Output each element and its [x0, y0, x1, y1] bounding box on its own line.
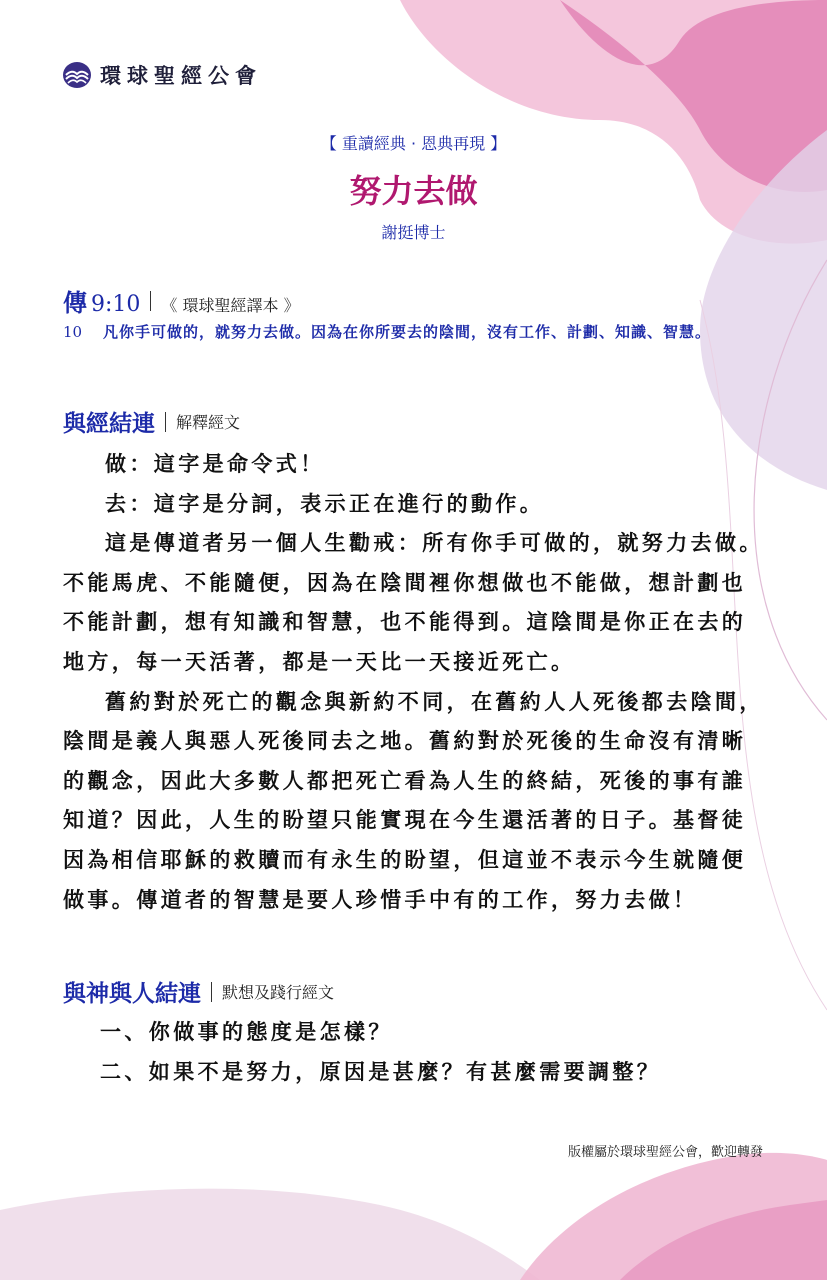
- divider: [211, 982, 212, 1002]
- section-title: 與經結連: [63, 410, 155, 437]
- verse: [63, 318, 763, 346]
- book-name: 傳: [63, 288, 87, 317]
- chapter-verse: 9:10: [91, 292, 141, 317]
- article-title: 努力去做: [349, 172, 478, 210]
- reflection-question: 一、你做事的態度是怎樣？: [100, 1020, 393, 1044]
- section-subtitle: 解釋經文: [176, 413, 241, 432]
- author: 謝挺博士: [381, 223, 446, 242]
- divider: [150, 291, 151, 311]
- divider: [165, 412, 166, 432]
- section-heading-explain: [63, 405, 240, 438]
- commentary: [63, 445, 765, 920]
- org-logo: [62, 60, 262, 90]
- paragraph: 去：這字是分詞，表示正在進行的動作。: [105, 491, 545, 516]
- verse-text: 凡你手可做的，就努力去做。因為在你所要去的陰間，沒有工作、計劃、知識、智慧。: [103, 323, 712, 341]
- scripture-reference: [63, 283, 300, 318]
- copyright-notice: 版權屬於環球聖經公會，歡迎轉發: [567, 1145, 763, 1160]
- section-title: 與神與人結連: [63, 980, 201, 1007]
- bible-book-icon: [62, 60, 92, 90]
- paragraph: 這是傳道者另一個人生勸戒：所有你手可做的，就努力去做。不能馬虎、不能隨便，因為在陰間裡你想做也不能做，想計劃也不能計劃，想有知識和智慧，也不能得到。這陰間是你正在去的地方，每一天活著，都是一天比一天接近死亡。: [63, 531, 764, 674]
- bible-version: 《 環球聖經譯本 》: [161, 296, 300, 315]
- section-subtitle: 默想及踐行經文: [222, 983, 335, 1002]
- verse-number: 10: [63, 323, 83, 341]
- reflection-question: 二、如果不是努力，原因是甚麼？有甚麼需要調整？: [100, 1060, 662, 1084]
- org-name: 環球聖經公會: [100, 63, 262, 88]
- paragraph: 做：這字是命令式！: [105, 452, 325, 476]
- section-heading-reflect: [63, 975, 334, 1008]
- paragraph: 舊約對於死亡的觀念與新約不同，在舊約人人死後都去陰間，陰間是義人與惡人死後同去之地。舊約對於死後的生命沒有清晰的觀念，因此大多數人都把死亡看為人生的終結，死後的事有誰知道？因此，人生的盼望只能實現在今生還活著的日子。基督徒因為相信耶穌的救贖而有永生的盼望，但這並不表示今生就隨便做事。傳道者的智慧是要人珍惜手中有的工作，努力去做！: [63, 689, 764, 912]
- series-label: 【 重讀經典 · 恩典再現 】: [320, 134, 507, 153]
